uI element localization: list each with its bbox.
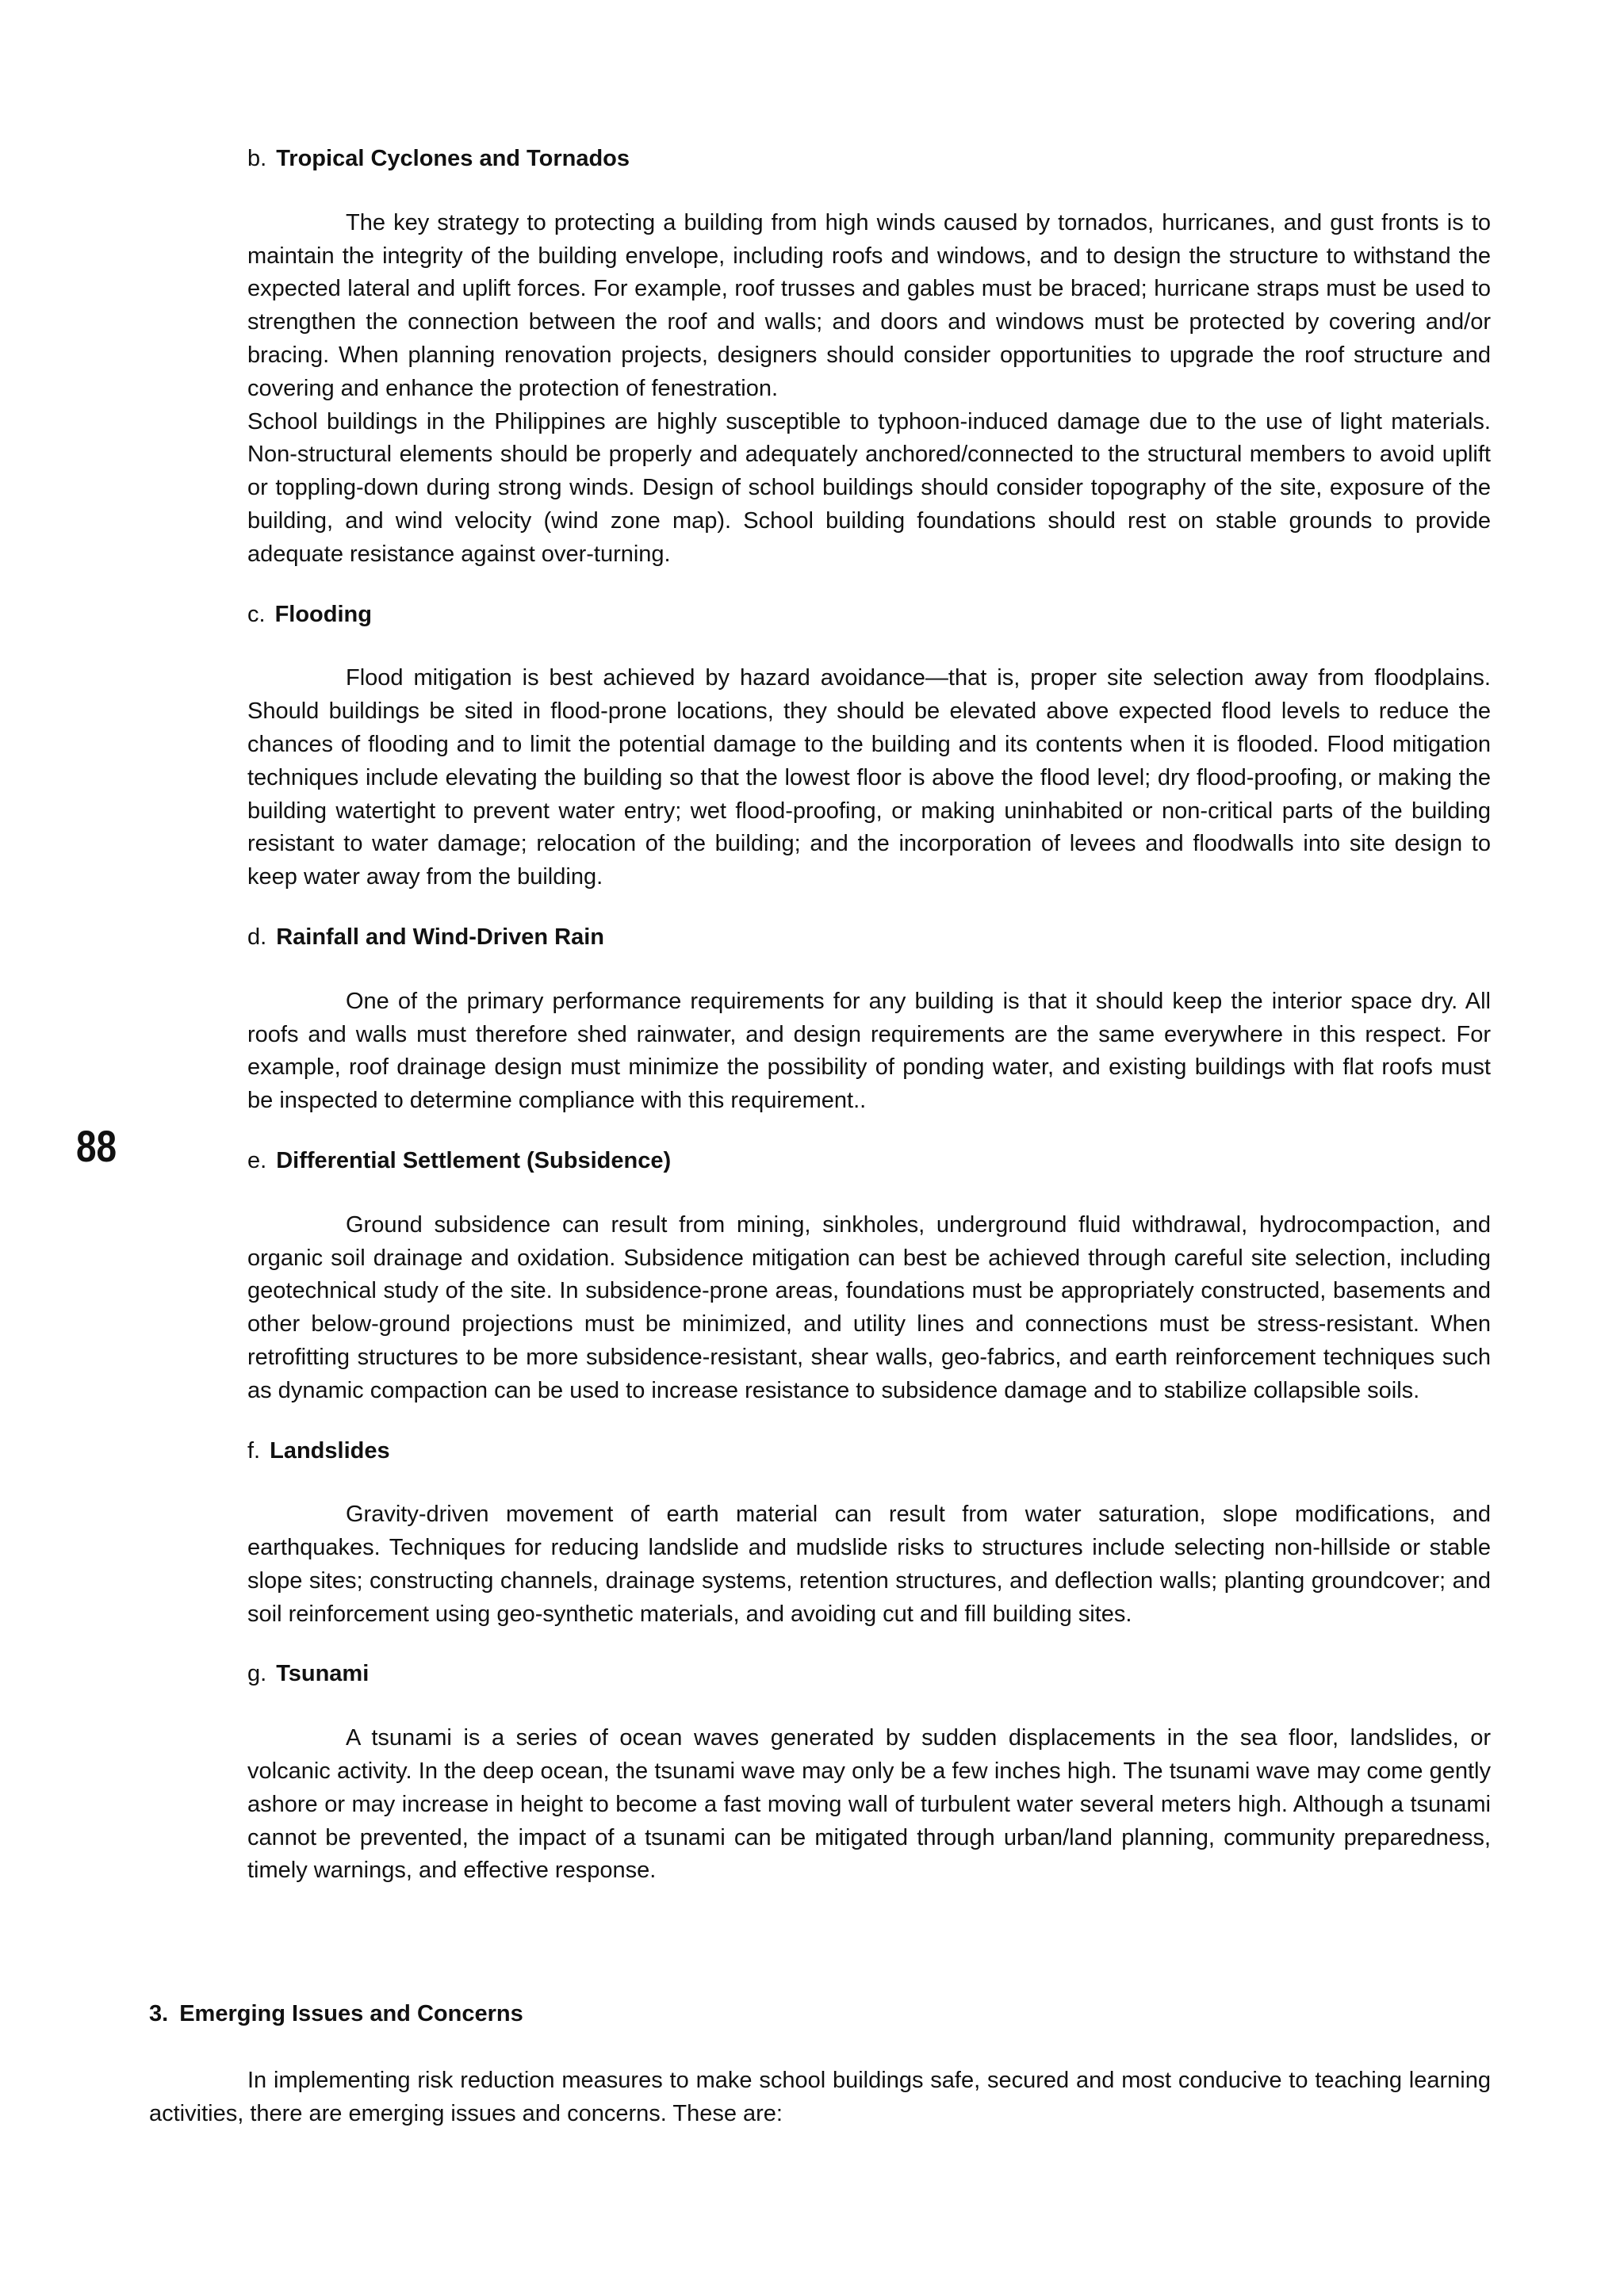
paragraph-text: One of the primary performance requirements for any building is that it should keep the interior space dry. All roofs and walls must therefore shed rainwater, and design requirements are the same everywhere in this respect. For example, roof drainage design must minimize the possibility of ponding water, and existing buildings with flat roofs must be inspected to determine compliance with this requirement..: [247, 988, 1491, 1114]
section-title: Landslides: [270, 1437, 390, 1464]
section-landslides: [247, 1435, 1491, 1632]
section-heading: [247, 921, 1491, 955]
section-letter: c.: [247, 601, 266, 627]
section-title: Tropical Cyclones and Tornados: [276, 146, 630, 171]
section-heading: [247, 599, 1491, 632]
section-paragraph: [247, 1498, 1491, 1631]
section-letter: g.: [247, 1661, 267, 1687]
section-letter: f.: [247, 1437, 261, 1464]
section-rainfall: [247, 921, 1491, 1118]
paragraph-text: In implementing risk reduction measures to make school buildings safe, secured and most conducive to teaching learning activities, there are emerging issues and concerns. These are:: [149, 2068, 1491, 2126]
section-paragraph: [247, 207, 1491, 406]
main-section-paragraph: [149, 2064, 1491, 2131]
section-title: Flooding: [274, 601, 372, 627]
section-heading: [247, 1435, 1491, 1468]
section-flooding: [247, 599, 1491, 894]
section-tsunami: [247, 1658, 1491, 1888]
section-letter: d.: [247, 924, 267, 950]
section-letter: e.: [247, 1147, 267, 1173]
paragraph-text: The key strategy to protecting a building from high winds caused by tornados, hurricanes, and gust fronts is to maintain the integrity of the building envelope, including roofs and windows, and to design the structure to withstand the expected lateral and uplift forces. For example, roof trusses and gables must be braced; hurricane straps must be used to strengthen the connection between the roof and walls; and doors and windows must be protected by covering and/or bracing. When planning renovation projects, designers should consider opportunities to upgrade the roof structure and covering and enhance the protection of fenestration.: [247, 209, 1491, 401]
paragraph-text: A tsunami is a series of ocean waves generated by sudden displacements in the sea floor, landslides, or volcanic activity. In the deep ocean, the tsunami wave may only be a few inches high. The tsunami wave may come gently ashore or may increase in height to become a fast moving wall of turbulent water several meters high. Although a tsunami cannot be prevented, the impact of a tsunami can be mitigated through urban/land planning, community preparedness, timely warnings, and effective response.: [247, 1725, 1491, 1884]
main-section-number: 3.: [149, 2001, 169, 2026]
paragraph-text: Gravity-driven movement of earth material can result from water saturation, slope modifications, and earthquakes. Techniques for reducing landslide and mudslide risks to structures include selecting non-hillside or stable slope sites; constructing channels, drainage systems, retention structures, and deflection walls; planting groundcover; and soil reinforcement using geo-synthetic materials, and avoiding cut and fill building sites.: [247, 1502, 1491, 1627]
section-paragraph-continued: [247, 406, 1491, 572]
section-paragraph: [247, 985, 1491, 1118]
section-title: Differential Settlement (Subsidence): [276, 1147, 672, 1173]
paragraph-text: Ground subsidence can result from mining, sinkholes, underground fluid withdrawal, hydrocompaction, and organic soil drainage and oxidation. Subsidence mitigation can best be achieved through careful site selection, including geotechnical study of the site. In subsidence-prone areas, foundations must be appropriately constructed, basements and other below-ground projections must be minimized, and utility lines and connections must be stress-resistant. When retrofitting structures to be more subsidence-resistant, shear walls, geo-fabrics, and earth reinforcement techniques such as dynamic compaction can be used to increase resistance to subsidence damage and to stabilize collapsible soils.: [247, 1211, 1491, 1403]
section-paragraph: [247, 1722, 1491, 1888]
paragraph-text: School buildings in the Philippines are highly susceptible to typhoon-induced damage due to the use of light materials. Non-structural elements should be properly and adequately anchored/connected to the structural members to avoid uplift or toppling-down during strong winds. Design of school buildings should consider topography of the site, exposure of the building, and wind velocity (wind zone map). School building foundations should rest on stable grounds to provide adequate resistance against over-turning.: [247, 408, 1491, 567]
main-section-heading: [149, 1998, 523, 2031]
section-heading: [247, 1658, 1491, 1691]
section-paragraph: [247, 1209, 1491, 1408]
paragraph-text: Flood mitigation is best achieved by hazard avoidance—that is, proper site selection away from floodplains. Should buildings be sited in flood-prone locations, they should be elevated above expected flood levels to reduce the chances of flooding and to limit the potential damage to the building and its contents when it is flooded. Flood mitigation techniques include elevating the building so that the lowest floor is above the flood level; dry flood-proofing, or making the building watertight to prevent water entry; wet flood-proofing, or making uninhabited or non-critical parts of the building resistant to water damage; relocation of the building; and the incorporation of levees and floodwalls into site design to keep water away from the building.: [247, 665, 1491, 890]
page-number: 88: [76, 1121, 117, 1171]
section-heading: [247, 1145, 1491, 1178]
section-letter: b.: [247, 146, 267, 171]
section-tropical-cyclones: [247, 143, 1491, 572]
section-heading: [247, 143, 1491, 176]
main-section-title: Emerging Issues and Concerns: [179, 2001, 523, 2026]
section-title: Rainfall and Wind-Driven Rain: [276, 924, 605, 950]
section-differential-settlement: [247, 1145, 1491, 1408]
document-body: [247, 143, 1491, 1915]
section-paragraph: [247, 662, 1491, 894]
section-title: Tsunami: [276, 1661, 370, 1687]
